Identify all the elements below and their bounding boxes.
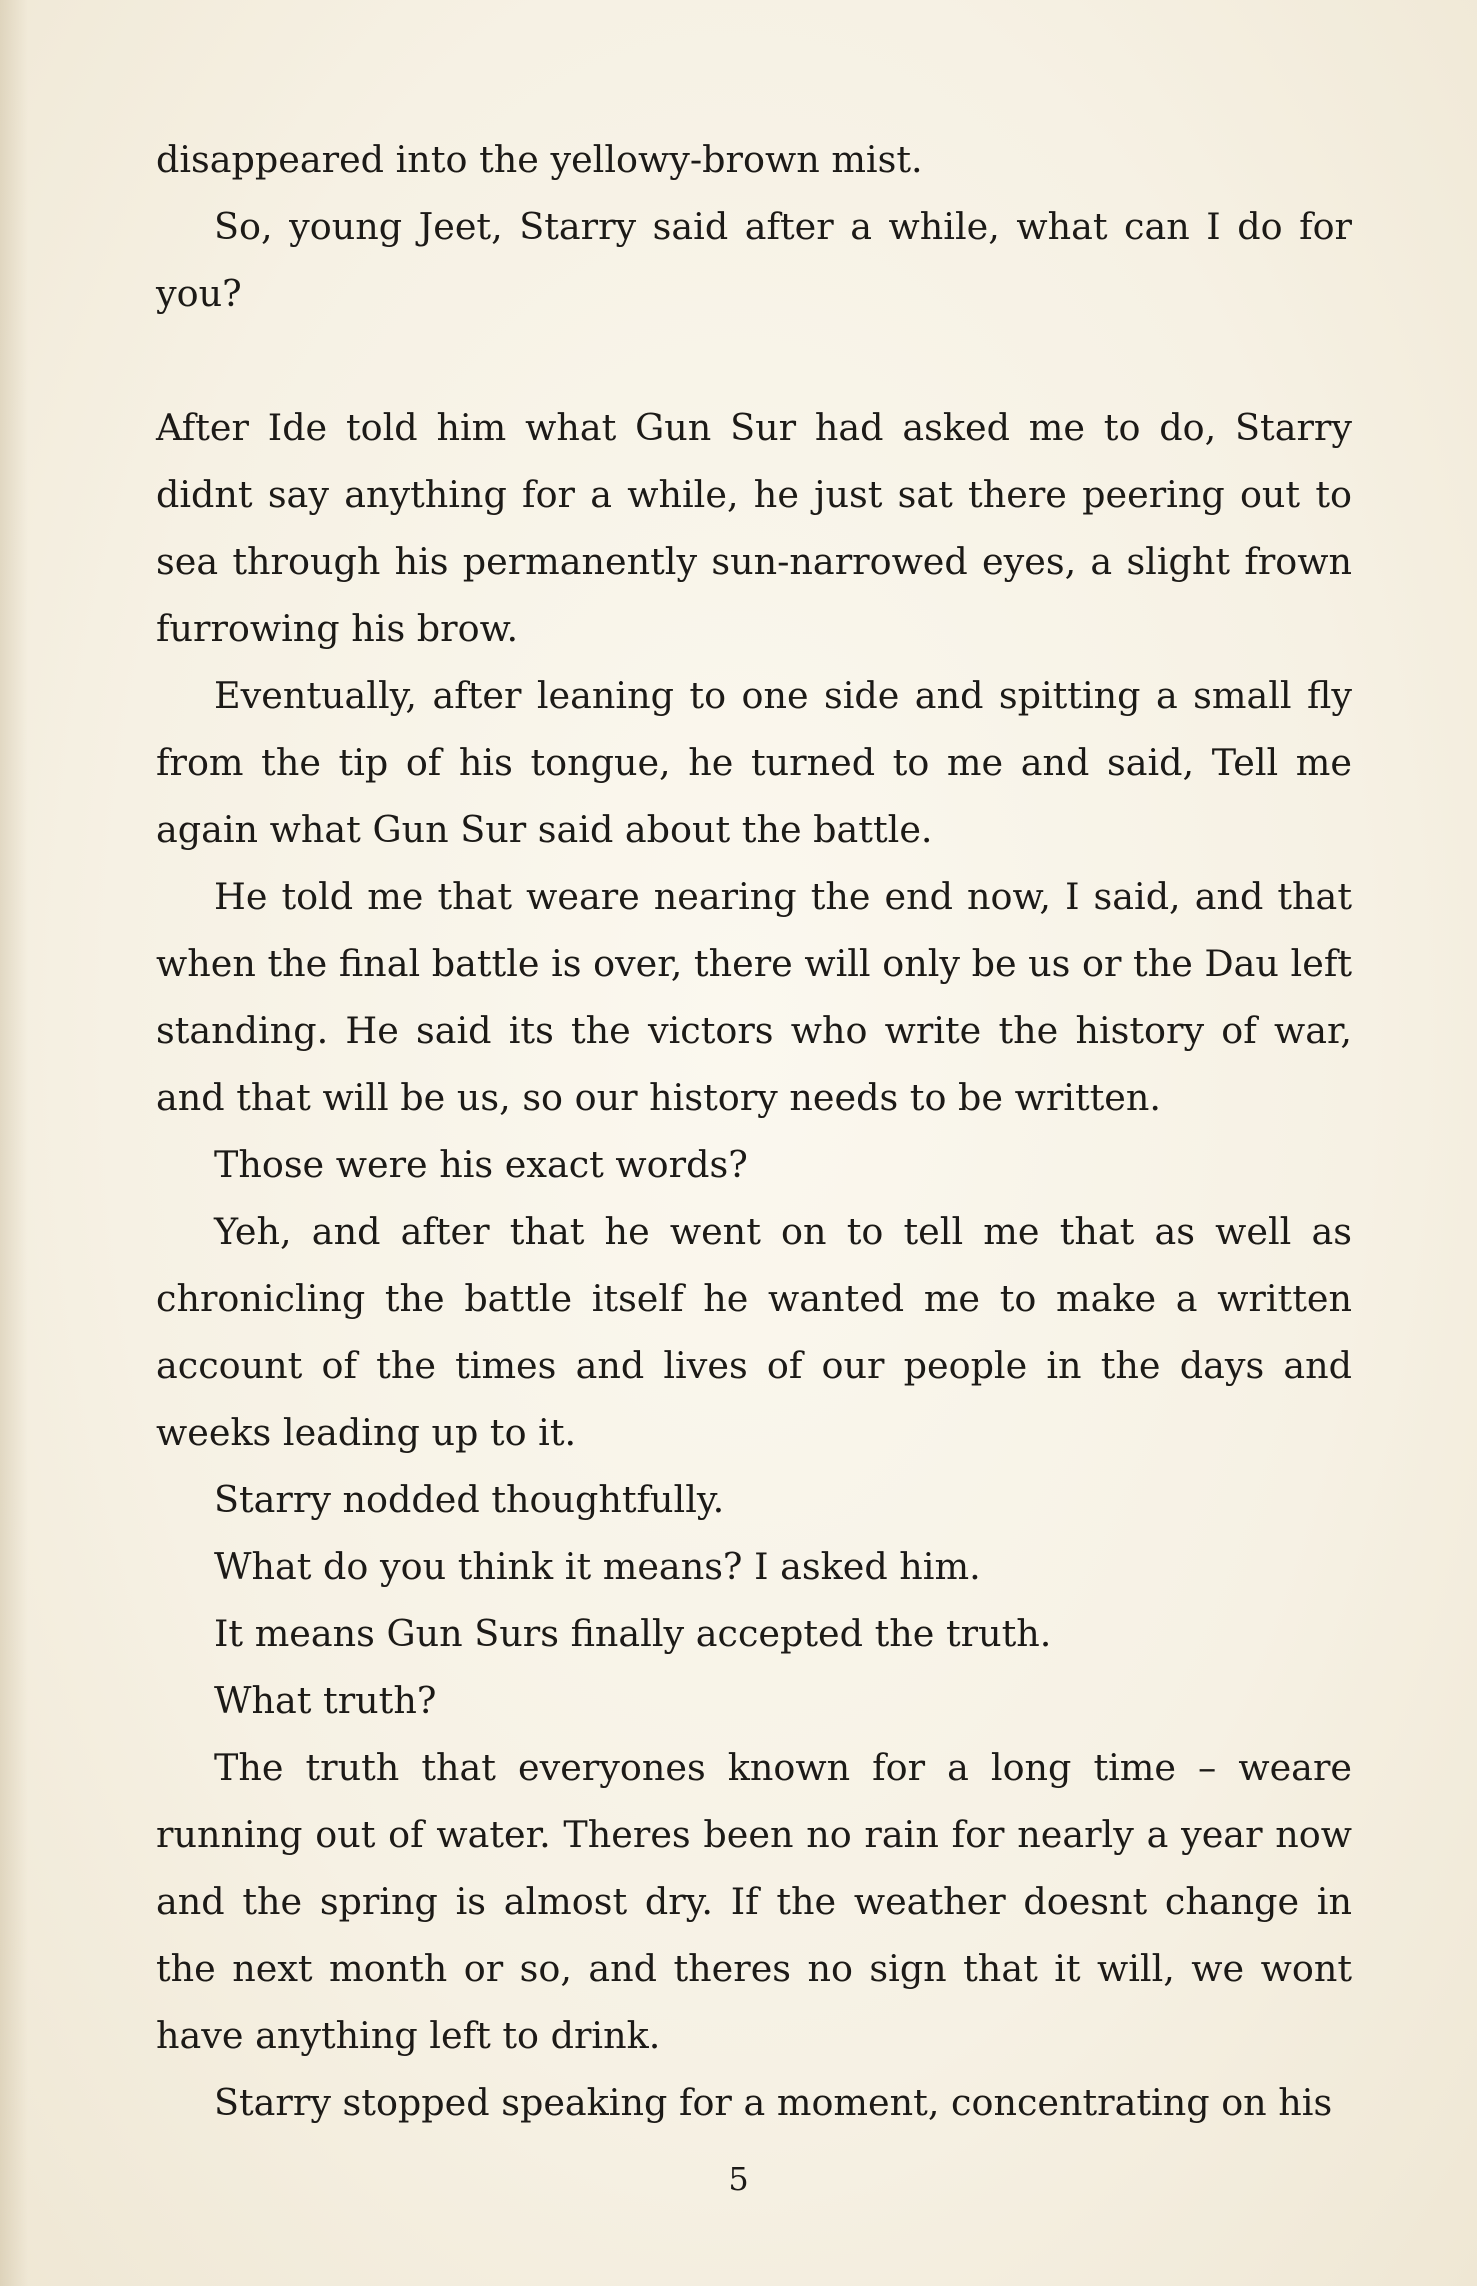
paragraph-3: After Ide told him what Gun Sur had asked me to do, Starry didnt say anything for a while, he just sat there peering out to sea through his permanently sun-narrowed eyes, a slight frown furrowing his brow. — [156, 406, 1352, 650]
page-edge-shadow — [0, 0, 28, 2286]
page-number: 5 — [728, 2160, 749, 2198]
paragraph-8: Starry nodded thoughtfully. — [214, 1478, 725, 1521]
paragraph-13: Starry stopped speaking for a moment, concentrating on his — [214, 2081, 1333, 2124]
paragraph-11: What truth? — [214, 1679, 437, 1722]
paragraph-9: What do you think it means? I asked him. — [214, 1545, 981, 1588]
paragraph-7: Yeh, and after that he went on to tell me that as well as chronicling the battle itself he wanted me to make a written account of the times and lives of our people in the days and weeks leading up to it. — [156, 1210, 1352, 1454]
paragraph-10: It means Gun Surs finally accepted the truth. — [214, 1612, 1052, 1655]
body-text — [156, 126, 1352, 2136]
paragraph-6: Those were his exact words? — [214, 1143, 748, 1186]
paragraph-4: Eventually, after leaning to one side and spitting a small fly from the tip of his tongue, he turned to me and said, Tell me again what Gun Sur said about the battle. — [156, 674, 1352, 851]
paragraph-12: The truth that everyones known for a long time – weare running out of water. Theres been no rain for nearly a year now and the spring is almost dry. If the weather doesnt change in the next month or so, and theres no sign that it will, we wont have anything left to drink. — [156, 1746, 1352, 2057]
paragraph-2: So, young Jeet, Starry said after a while, what can I do for you? — [156, 205, 1352, 315]
paragraph-5: He told me that weare nearing the end now, I said, and that when the final battle is over, there will only be us or the Dau left standing. He said its the victors who write the history of war, and that will be us, so our history needs to be written. — [156, 875, 1352, 1119]
paragraph-1: disappeared into the yellowy-brown mist. — [156, 138, 923, 181]
